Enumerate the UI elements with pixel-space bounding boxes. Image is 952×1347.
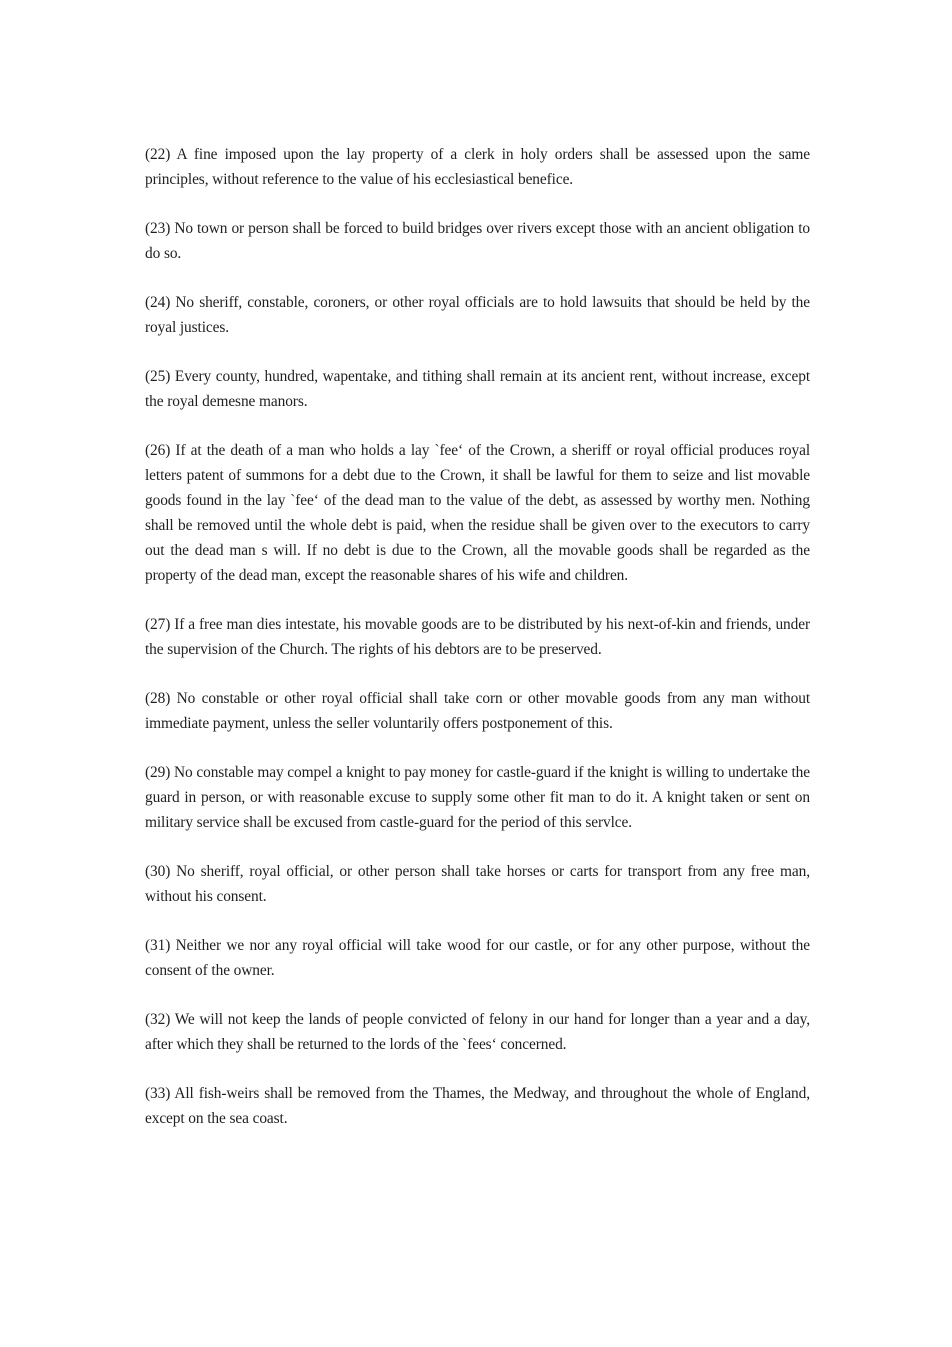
clause-28: (28) No constable or other royal official shall take corn or other movable goods from any man without immediate payment, unless the seller voluntarily offers postponement of this. [145,690,810,732]
clause-31: (31) Neither we nor any royal official will take wood for our castle, or for any other purpose, without the consent of the owner. [145,937,810,979]
clause-25: (25) Every county, hundred, wapentake, and tithing shall remain at its ancient rent, without increase, except the royal demesne manors. [145,368,810,410]
clause-23: (23) No town or person shall be forced to build bridges over rivers except those with an ancient obligation to do so. [145,220,810,262]
clause-27: (27) If a free man dies intestate, his movable goods are to be distributed by his next-of-kin and friends, under the supervision of the Church. The rights of his debtors are to be preserved. [145,616,810,658]
clause-30: (30) No sheriff, royal official, or other person shall take horses or carts for transport from any free man, without his consent. [145,863,810,905]
clause-29: (29) No constable may compel a knight to pay money for castle-guard if the knight is willing to undertake the guard in person, or with reasonable excuse to supply some other fit man to do it. A knight taken or sent on military service shall be excused from castle-guard for the period of this servlce. [145,764,810,831]
document-body [145,142,810,1131]
clause-24: (24) No sheriff, constable, coroners, or other royal officials are to hold lawsuits that should be held by the royal justices. [145,294,810,336]
clause-32: (32) We will not keep the lands of people convicted of felony in our hand for longer than a year and a day, after which they shall be returned to the lords of the `fees‘ concerned. [145,1011,810,1053]
clause-33: (33) All fish-weirs shall be removed from the Thames, the Medway, and throughout the whole of England, except on the sea coast. [145,1085,810,1127]
clause-22: (22) A fine imposed upon the lay property of a clerk in holy orders shall be assessed upon the same principles, without reference to the value of his ecclesiastical benefice. [145,146,810,188]
clause-26: (26) If at the death of a man who holds a lay `fee‘ of the Crown, a sheriff or royal official produces royal letters patent of summons for a debt due to the Crown, it shall be lawful for them to seize and list movable goods found in the lay `fee‘ of the dead man to the value of the debt, as assessed by worthy men. Nothing shall be removed until the whole debt is paid, when the residue shall be given over to the executors to carry out the dead man s will. If no debt is due to the Crown, all the movable goods shall be regarded as the property of the dead man, except the reasonable shares of his wife and children. [145,442,810,584]
